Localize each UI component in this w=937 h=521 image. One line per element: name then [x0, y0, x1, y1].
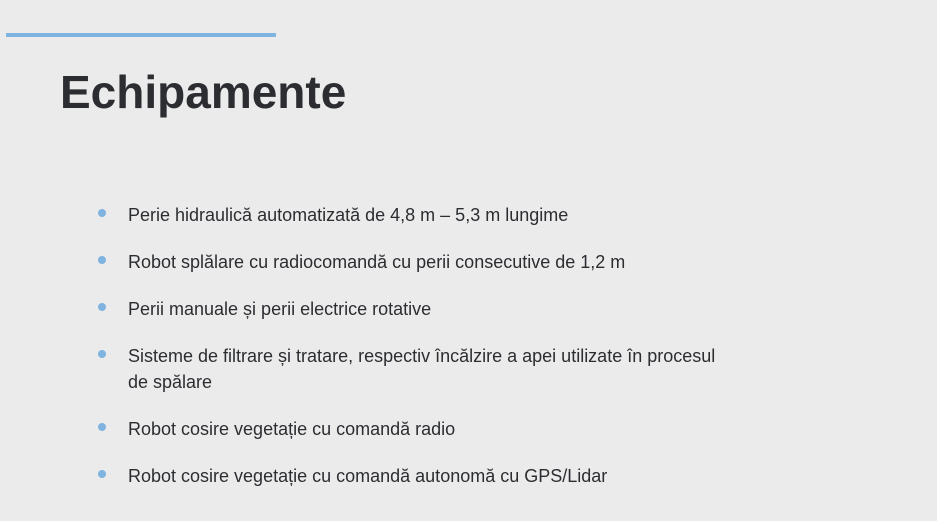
- list-item: [98, 463, 738, 489]
- title-accent-line: [6, 33, 276, 37]
- bullet-dot-icon: [98, 303, 106, 311]
- list-item: [98, 416, 738, 442]
- equipment-list: [98, 202, 738, 510]
- bullet-dot-icon: [98, 350, 106, 358]
- list-item-text: Robot cosire vegetație cu comandă radio: [128, 419, 456, 439]
- slide-title: Echipamente: [60, 66, 347, 118]
- list-item-text: Sisteme de filtrare și tratare, respectiv încălzire a apei utilizate în procesul de spălare: [128, 346, 716, 392]
- list-item: [98, 249, 738, 275]
- bullet-dot-icon: [98, 470, 106, 478]
- list-item: [98, 343, 738, 395]
- list-item: [98, 202, 738, 228]
- bullet-dot-icon: [98, 256, 106, 264]
- list-item: [98, 296, 738, 322]
- list-item-text: Perii manuale și perii electrice rotative: [128, 299, 432, 319]
- list-item-text: Perie hidraulică automatizată de 4,8 m – 5,3 m lungime: [128, 205, 569, 225]
- bullet-dot-icon: [98, 209, 106, 217]
- list-item-text: Robot cosire vegetație cu comandă autonomă cu GPS/Lidar: [128, 466, 608, 486]
- list-item-text: Robot splălare cu radiocomandă cu perii consecutive de 1,2 m: [128, 252, 626, 272]
- bullet-dot-icon: [98, 423, 106, 431]
